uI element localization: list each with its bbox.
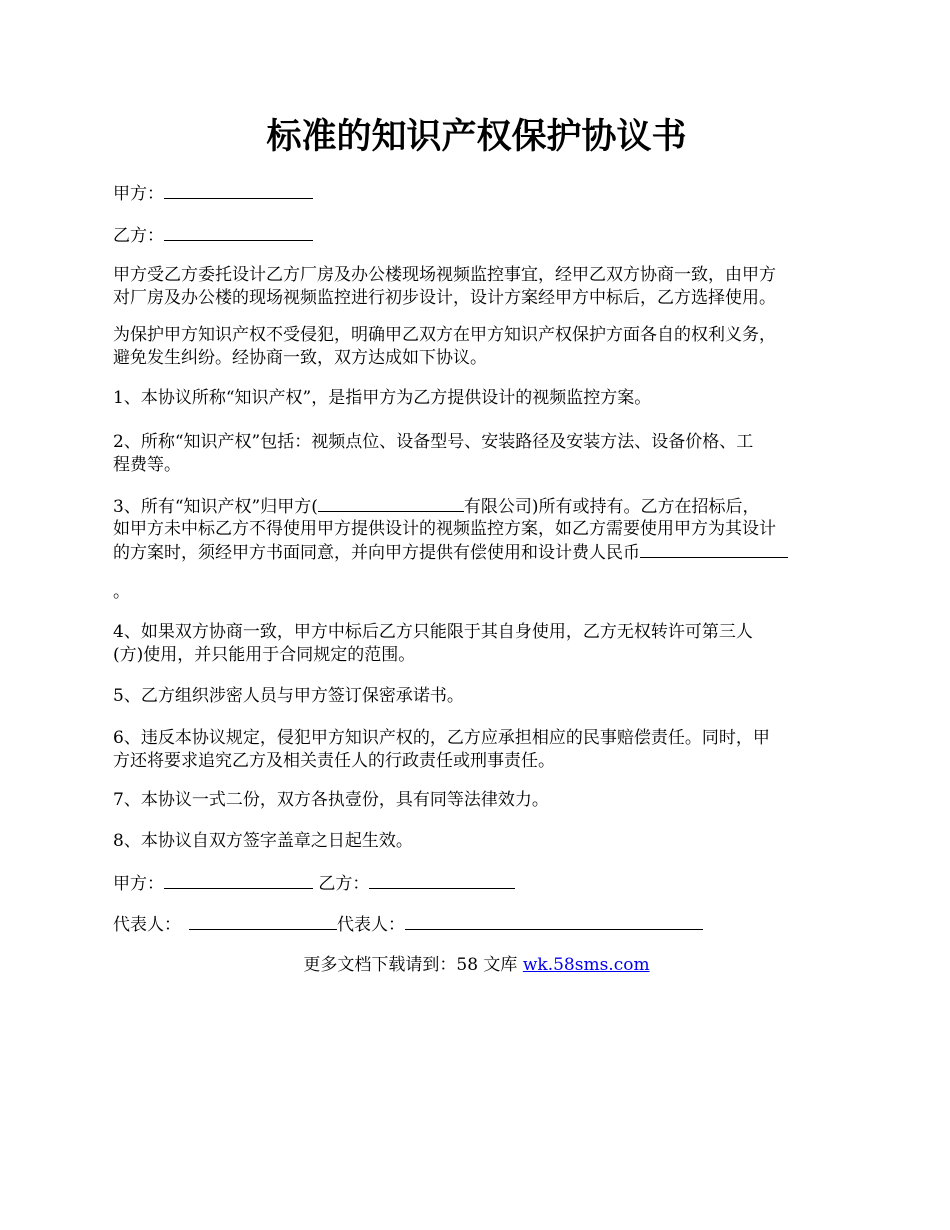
signature-reps-line	[113, 912, 703, 937]
footer	[113, 953, 840, 977]
party-b-blank	[164, 223, 313, 241]
clause-7: 7、本协议一式二份，双方各执壹份，具有同等法律效力。	[113, 790, 549, 810]
clause-3-part-2: 有限公司)所有或持有。乙方在招标后，	[463, 497, 760, 517]
party-a-blank	[164, 181, 313, 199]
footer-text: 更多文档下载请到：58 文库	[303, 955, 523, 975]
purpose-line-2: 避免发生纠纷。经协商一致，双方达成如下协议。	[113, 348, 487, 368]
clause-3-part-1: 3、所有“知识产权”归甲方(	[113, 497, 318, 517]
clause-1: 1、本协议所称“知识产权”，是指甲方为乙方提供设计的视频监控方案。	[113, 388, 652, 408]
clause-8: 8、本协议自双方签字盖章之日起生效。	[113, 831, 413, 851]
clause-4-line-1: 4、如果双方协商一致，甲方中标后乙方只能限于其自身使用，乙方无权转许可第三人	[113, 622, 753, 642]
clause-3-line-1	[113, 494, 759, 519]
clause-4-line-2: (方)使用，并只能用于合同规定的范围。	[113, 645, 416, 665]
intro-line-2: 对厂房及办公楼的现场视频监控进行初步设计，设计方案经甲方中标后，乙方选择使用。	[113, 288, 776, 308]
purpose-line-1: 为保护甲方知识产权不受侵犯，明确甲乙双方在甲方知识产权保护方面各自的权利义务，	[113, 325, 776, 345]
party-b-label: 乙方：	[113, 226, 164, 246]
clause-3-line-4: 。	[113, 582, 130, 602]
signature-rep-a-label: 代表人：	[113, 915, 181, 935]
signature-parties-line	[113, 871, 515, 896]
clause-5: 5、乙方组织涉密人员与甲方签订保密承诺书。	[113, 686, 464, 706]
party-b-line	[113, 223, 313, 248]
clause-3-line-3-text: 的方案时，须经甲方书面同意，并向甲方提供有偿使用和设计费人民币	[113, 543, 640, 563]
clause-6-line-2: 方还将要求追究乙方及相关责任人的行政责任或刑事责任。	[113, 751, 555, 771]
footer-link[interactable]: wk.58sms.com	[522, 955, 650, 975]
signature-rep-a-blank	[189, 912, 337, 930]
party-a-label: 甲方：	[113, 184, 164, 204]
clause-6-line-1: 6、违反本协议规定，侵犯甲方知识产权的，乙方应承担相应的民事赔偿责任。同时，甲	[113, 728, 770, 748]
signature-rep-b-label: 代表人：	[337, 915, 405, 935]
signature-party-b-label: 乙方：	[318, 874, 370, 894]
party-a-line	[113, 181, 313, 206]
company-name-blank	[318, 494, 464, 512]
signature-party-a-blank	[164, 871, 313, 889]
clause-3-line-3	[113, 540, 788, 565]
fee-amount-blank	[640, 540, 788, 558]
signature-party-a-label: 甲方：	[113, 874, 164, 894]
signature-rep-b-blank	[405, 912, 703, 930]
clause-3-line-2: 如甲方未中标乙方不得使用甲方提供设计的视频监控方案，如乙方需要使用甲方为其设计	[113, 519, 776, 539]
intro-line-1: 甲方受乙方委托设计乙方厂房及办公楼现场视频监控事宜，经甲乙双方协商一致，由甲方	[113, 265, 776, 285]
signature-party-b-blank	[369, 871, 515, 889]
clause-2-line-1: 2、所称“知识产权”包括：视频点位、设备型号、安装路径及安装方法、设备价格、工	[113, 432, 754, 452]
clause-2-line-2: 程费等。	[113, 455, 181, 475]
document-title: 标准的知识产权保护协议书	[266, 116, 687, 157]
